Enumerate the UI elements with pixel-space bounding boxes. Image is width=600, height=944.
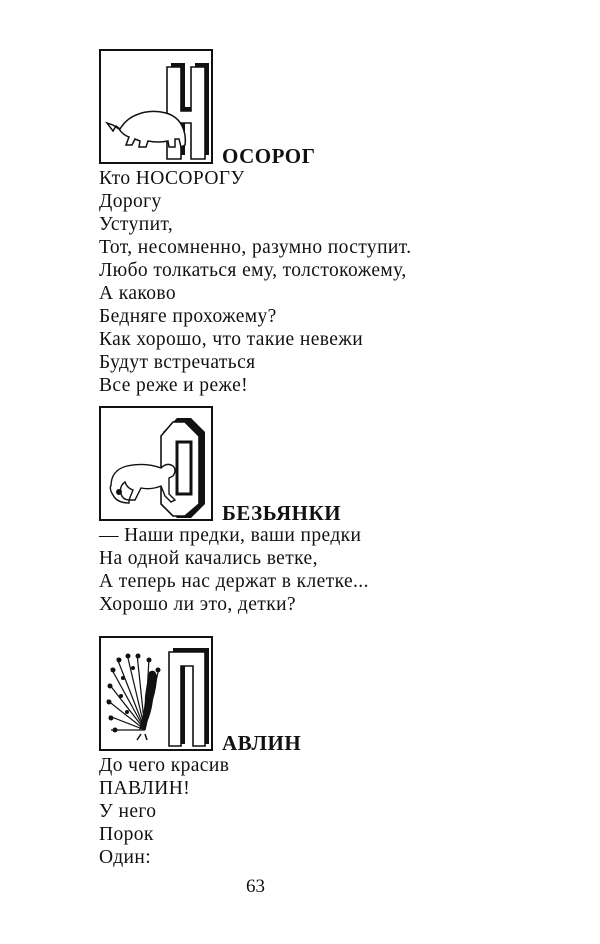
verse-line: До чего красив [99, 755, 230, 776]
verse-line: Кто НОСОРОГУ [99, 168, 245, 189]
poem-rhinoceros [99, 49, 519, 396]
peacock-icon [101, 638, 211, 749]
monkey-icon [101, 408, 211, 519]
verse-line: А теперь нас держат в клетке... [99, 571, 369, 592]
page-number: 63 [246, 876, 265, 897]
poem-heading: АВЛИН [222, 731, 302, 755]
poem-heading: ОСОРОГ [222, 144, 316, 168]
verse-line: Все реже и реже! [99, 375, 249, 396]
verse-line: ПАВЛИН! [99, 778, 191, 799]
poem-verse [99, 754, 229, 869]
drop-cap-o [99, 406, 213, 521]
verse-line: Любо толкаться ему, толстокожему, [99, 260, 407, 281]
verse-line: А каково [99, 283, 177, 304]
verse-line: Уступит, [99, 214, 174, 235]
verse-line: Как хорошо, что такие невежи [99, 329, 364, 350]
verse-line: Бедняге прохожему? [99, 306, 277, 327]
poem-verse [99, 524, 369, 616]
verse-line: Дорогу [99, 191, 162, 212]
poem-heading: БЕЗЬЯНКИ [222, 501, 342, 525]
verse-line: Тот, несомненно, разумно поступит. [99, 237, 412, 258]
verse-line: — Наши предки, ваши предки [99, 525, 362, 546]
drop-cap-p [99, 636, 213, 751]
verse-line: У него [99, 801, 157, 822]
rhinoceros-icon [101, 51, 211, 162]
poem-monkeys [99, 406, 519, 616]
verse-line: Один: [99, 847, 152, 868]
verse-line: Будут встречаться [99, 352, 256, 373]
drop-cap-n [99, 49, 213, 164]
verse-line: Порок [99, 824, 154, 845]
poem-peacock [99, 636, 519, 866]
verse-line: Хорошо ли это, детки? [99, 594, 296, 615]
poem-verse [99, 167, 412, 397]
verse-line: На одной качались ветке, [99, 548, 318, 569]
